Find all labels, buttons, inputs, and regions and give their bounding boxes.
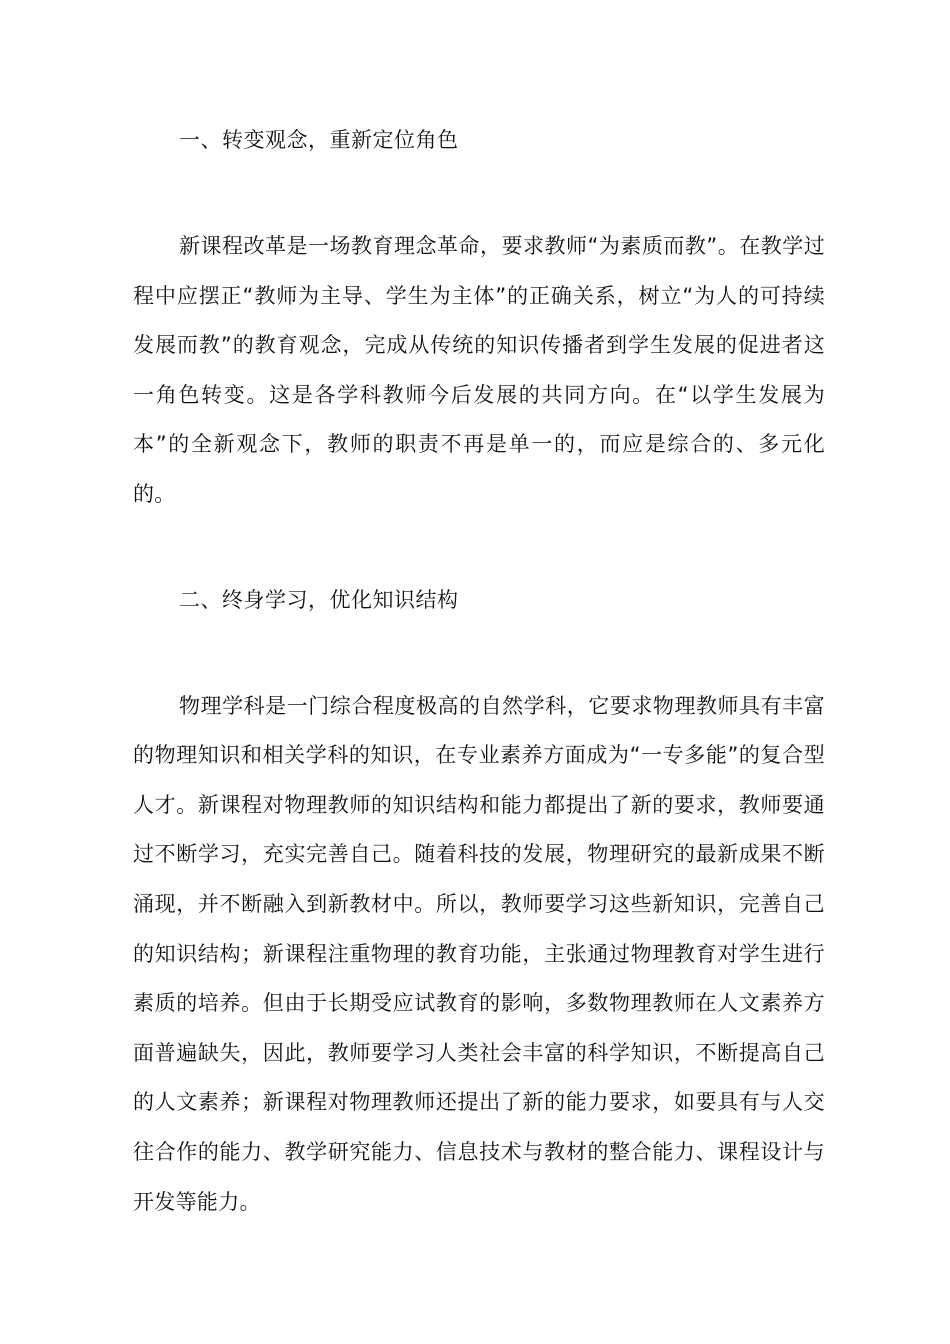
section-paragraph: 物理学科是一门综合程度极高的自然学科，它要求物理教师具有丰富的物理知识和相关学科的知识，在专业素养方面成为“一专多能”的复合型人才。新课程对物理教师的知识结构和能力都提出了新的要求，教师要通过不断学习，充实完善自己。随着科技的发展，物理研究的最新成果不断涌现，并不断融入到新教材中。所以，教师要学习这些新知识，完善自己的知识结构；新课程注重物理的教育功能，主张通过物理教育对学生进行素质的培养。但由于长期受应试教育的影响，多数物理教师在人文素养方面普遍缺失，因此，教师要学习人类社会丰富的科学知识，不断提高自己的人文素养；新课程对物理教师还提出了新的能力要求，如要具有与人交往合作的能力、教学研究能力、信息技术与教材的整合能力、课程设计与开发等能力。 <box>133 693 825 1214</box>
section-heading: 一、转变观念，重新定位角色 <box>179 128 459 152</box>
section-heading: 二、终身学习，优化知识结构 <box>179 587 459 612</box>
spacer <box>133 162 825 222</box>
document-page <box>133 118 825 1227</box>
spacer <box>133 622 825 682</box>
section-paragraph: 新课程改革是一场教育理念革命，要求教师“为素质而教”。在教学过程中应摆正“教师为主导、学生为主体”的正确关系，树立“为人的可持续发展而教”的教育观念，完成从传统的知识传播者到学生发展的促进者这一角色转变。这是各学科教师今后发展的共同方向。在“以学生发展为本”的全新观念下，教师的职责不再是单一的，而应是综合的、多元化的。 <box>133 234 825 506</box>
spacer <box>133 520 825 578</box>
section-1 <box>133 118 825 520</box>
section-2 <box>133 578 825 1228</box>
